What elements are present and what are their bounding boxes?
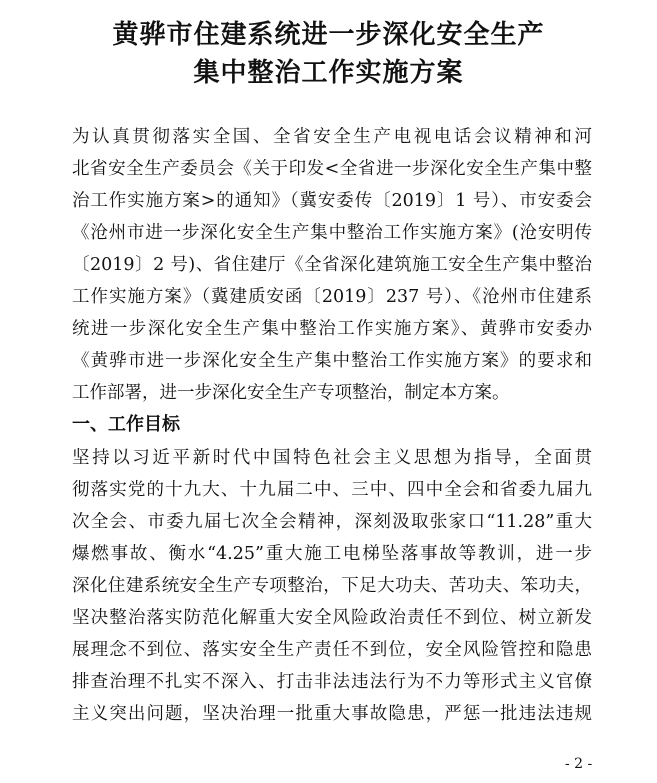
paragraph-line: 爆燃事故、衡水“4.25”重大施工电梯坠落事故等教训，进一步 — [72, 544, 592, 564]
paragraph-line: 治工作实施方案>的通知》（冀安委传〔2019〕1 号）、市安委会 — [72, 191, 592, 211]
paragraph-line: 北省安全生产委员会《关于印发<全省进一步深化安全生产集中整 — [72, 159, 592, 179]
paragraph-line: 为认真贯彻落实全国、全省安全生产电视电话会议精神和河 — [72, 127, 592, 147]
paragraph-line: 坚持以习近平新时代中国特色社会主义思想为指导，全面贯 — [72, 448, 592, 468]
paragraph-line: 次全会、市委九届七次全会精神，深刻汲取张家口“11.28”重大 — [72, 512, 592, 532]
paragraph-line: 排查治理不扎实不深入、打击非法违法行为不力等形式主义官僚 — [72, 672, 592, 692]
paragraph-line: 工作部署，进一步深化安全生产专项整治，制定本方案。 — [72, 383, 510, 403]
paragraph-line: 统进一步深化安全生产集中整治工作实施方案》、黄骅市安委办 — [72, 319, 592, 339]
paragraph-line: 主义突出问题，坚决治理一批重大事故隐患，严惩一批违法违规 — [72, 704, 592, 724]
document-title-line-2: 集中整治工作实施方案 — [193, 58, 464, 88]
paragraph-line: 展理念不到位、落实安全生产责任不到位，安全风险管控和隐患 — [72, 640, 592, 660]
document-title-line-1: 黄骅市住建系统进一步深化安全生产 — [112, 20, 545, 50]
paragraph-line: 工作实施方案》（冀建质安函〔2019〕237 号）、《沧州市住建系 — [72, 287, 592, 307]
paragraph-line: 深化住建系统安全生产专项整治，下足大功夫、苦功夫、笨功夫， — [72, 576, 592, 596]
paragraph-line: 坚决整治落实防范化解重大安全风险政治责任不到位、树立新发 — [72, 608, 592, 628]
paragraph-line: 彻落实党的十九大、十九届二中、三中、四中全会和省委九届九 — [72, 480, 592, 500]
section-heading: 一、工作目标 — [72, 414, 180, 435]
page-number: - 2 - — [565, 756, 593, 772]
paragraph-line: 〔2019〕2 号)、省住建厅《全省深化建筑施工安全生产集中整治 — [72, 255, 592, 275]
paragraph-line: 《黄骅市进一步深化安全生产集中整治工作实施方案》的要求和 — [72, 351, 592, 371]
paragraph-line: 《沧州市进一步深化安全生产集中整治工作实施方案》(沧安明传 — [72, 223, 592, 243]
